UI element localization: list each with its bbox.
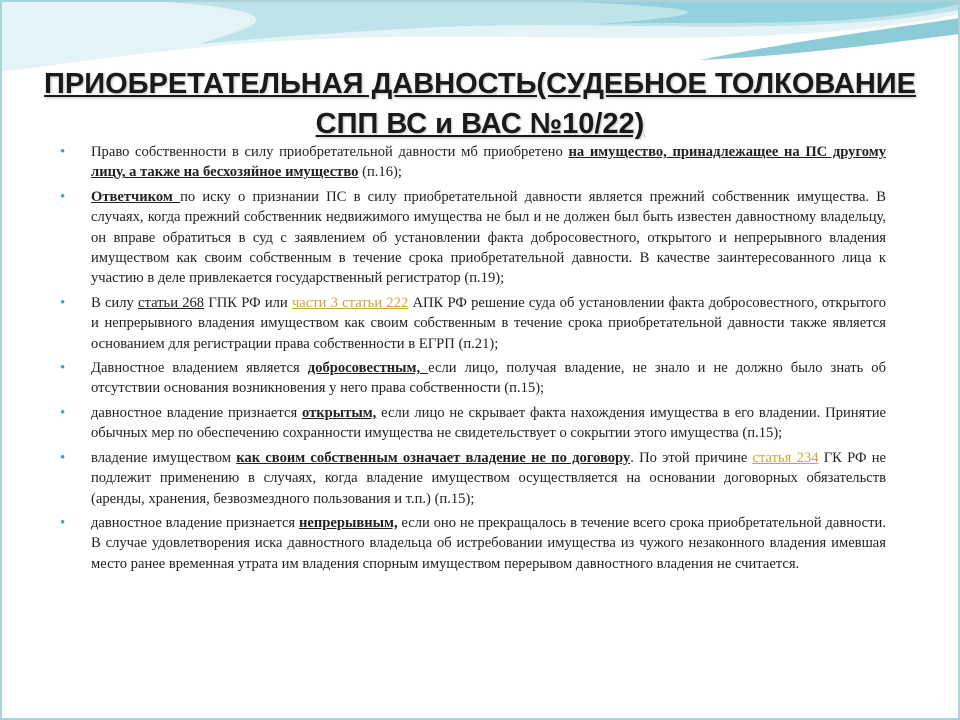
- bullet-dot-icon: •: [60, 360, 66, 377]
- bullet-dot-icon: •: [60, 449, 66, 466]
- article-link-apk-222[interactable]: части 3 статьи 222: [291, 294, 409, 311]
- bullet-list-container: [60, 142, 886, 578]
- list-item: • давностное владение признается непрерывным, если оно не прекращалось в течение всего срока приобретательной давности. В случае удовлетворения иска давностного владельца об истребовании имущества из чужого незаконного владения имевшая место ранее временная утрата им владения спорным имуществом перерывом давностного владения не считается.: [60, 514, 886, 572]
- bullet-dot-icon: •: [60, 188, 66, 205]
- bullet-dot-icon: •: [60, 404, 66, 421]
- emphasis-text: как своим собственным означает владение не по договору: [236, 449, 631, 466]
- list-item: • Давностное владением является добросовестным, если лицо, получая владение, не знало и не должно было знать об отсутствии основания возникновения у него права собственности (п.15);: [60, 360, 886, 397]
- emphasis-text: открытым,: [301, 404, 377, 421]
- emphasis-text: Ответчиком: [91, 188, 181, 205]
- article-link-gk-234[interactable]: статья 234: [752, 449, 819, 466]
- title-line-2: СПП ВС и ВАС №10/22): [315, 108, 645, 140]
- list-item: • Ответчиком по иску о признании ПС в силу приобретательной давности является прежний собственник имущества. В случаях, когда прежний собственник недвижимого имущества не был и не должен был быть известен давностному владельцу, он вправе обратиться в суд с заявлением об установлении факта добросовестного, открытого и непрерывного владения имуществом как своим собственным в течение срока приобретательной давности. В качестве заинтересованного лица к участию в деле привлекается государственный регистратор (п.19);: [60, 188, 886, 287]
- emphasis-text: на имущество, принадлежащее на ПС другому лицу, а также на бесхозяйное имущество: [91, 144, 886, 181]
- bullet-dot-icon: •: [60, 294, 66, 311]
- emphasis-text: непрерывным,: [298, 514, 398, 531]
- bullet-dot-icon: •: [60, 514, 66, 531]
- list-item: • владение имуществом как своим собственным означает владение не по договору. По этой причине статья 234 ГК РФ не подлежит применению в случаях, когда владение имуществом осуществляется на основании договорных обязательств (аренды, хранения, безвозмездного пользования и т.п.) (п.15);: [60, 449, 886, 507]
- bullet-dot-icon: •: [60, 144, 66, 160]
- list-item: • В силу статьи 268 ГПК РФ или части 3 статьи 222 АПК РФ решение суда об установлении факта добросовестного, открытого и непрерывного владения имуществом как своим собственным в течение срока приобретательной давности также является основанием для регистрации права собственности в ЕГРП (п.21);: [60, 294, 887, 352]
- title-line-1: ПРИОБРЕТАТЕЛЬНАЯ ДАВНОСТЬ(СУДЕБНОЕ ТОЛКОВАНИЕ: [44, 68, 916, 100]
- slide-title: [40, 64, 920, 144]
- list-item: • Право собственности в силу приобретательной давности мб приобретено на имущество, принадлежащее на ПС другому лицу, а также на бесхозяйное имущество (п.16);: [60, 144, 886, 181]
- article-link-gpk-268[interactable]: статьи 268: [138, 294, 205, 311]
- list-item: • давностное владение признается открытым, если лицо не скрывает факта нахождения имущества в его владении. Принятие обычных мер по обеспечению сохранности имущества не свидетельствует о сокрытии этого имущества (п.15);: [60, 404, 886, 442]
- bullet-list: [60, 142, 886, 574]
- emphasis-text: добросовестным,: [307, 360, 429, 377]
